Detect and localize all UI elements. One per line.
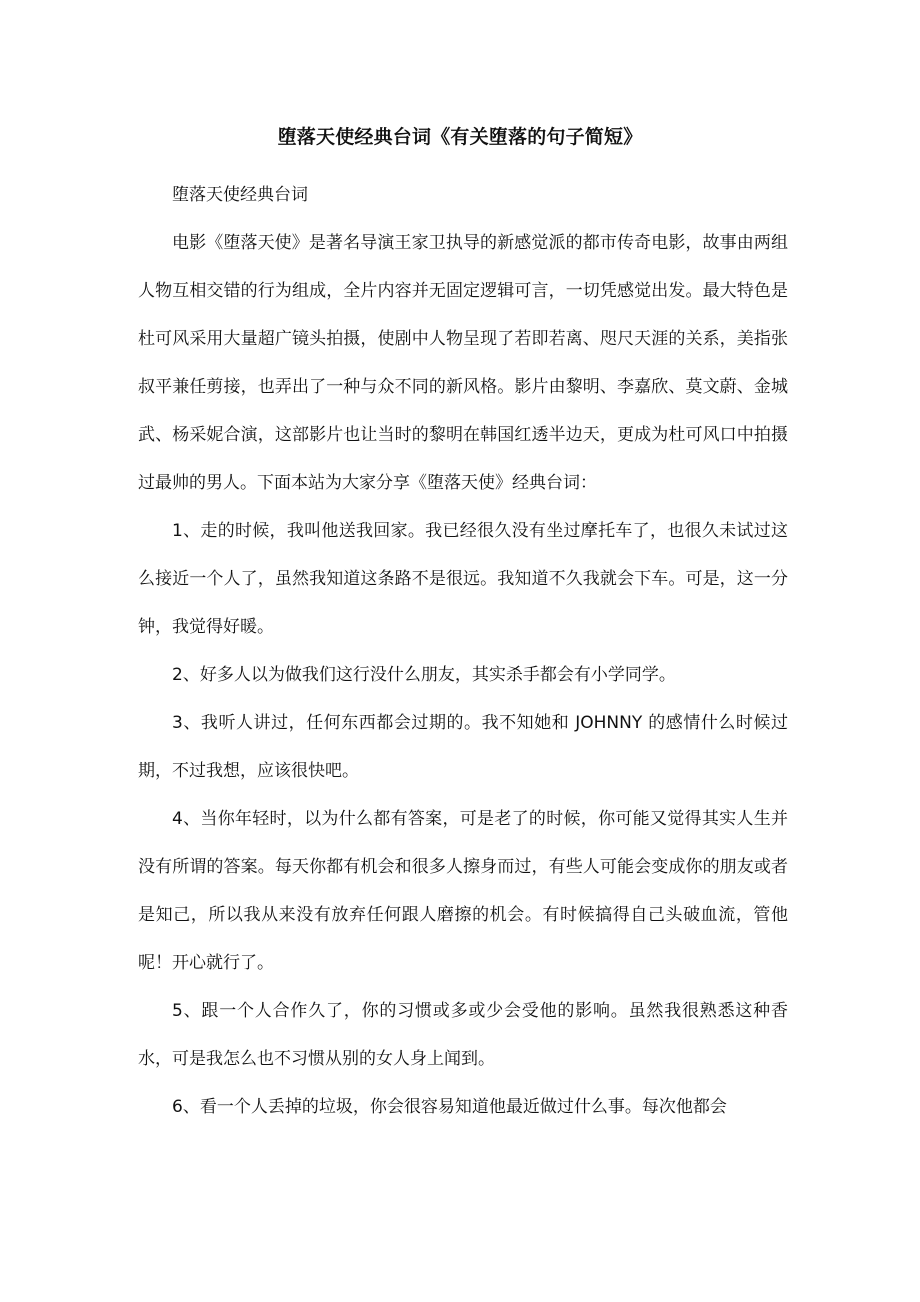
quote-paragraph-3: 3、我听人讲过，任何东西都会过期的。我不知她和 JOHNNY 的感情什么时候过期，不过我想，应该很快吧。	[138, 713, 788, 781]
quote-paragraph-6: 6、看一个人丢掉的垃圾，你会很容易知道他最近做过什么事。每次他都会	[172, 1097, 727, 1117]
document-body	[138, 171, 788, 1131]
quote-paragraph-2: 2、好多人以为做我们这行没什么朋友，其实杀手都会有小学同学。	[172, 665, 676, 685]
subheading-paragraph: 堕落天使经典台词	[172, 185, 308, 205]
quote-paragraph-5: 5、跟一个人合作久了，你的习惯或多或少会受他的影响。虽然我很熟悉这种香水，可是我怎么也不习惯从别的女人身上闻到。	[138, 1001, 788, 1069]
document-title: 堕落天使经典台词《有关堕落的句子简短》	[277, 126, 643, 148]
intro-paragraph: 电影《堕落天使》是著名导演王家卫执导的新感觉派的都市传奇电影，故事由两组人物互相交错的行为组成，全片内容并无固定逻辑可言，一切凭感觉出发。最大特色是杜可风采用大量超广镜头拍摄，使剧中人物呈现了若即若离、咫尺天涯的关系，美指张叔平兼任剪接，也弄出了一种与众不同的新风格。影片由黎明、李嘉欣、莫文蔚、金城武、杨采妮合演，这部影片也让当时的黎明在韩国红透半边天，更成为杜可风口中拍摄过最帅的男人。下面本站为大家分享《堕落天使》经典台词：	[138, 233, 788, 493]
quote-paragraph-1: 1、走的时候，我叫他送我回家。我已经很久没有坐过摩托车了，也很久未试过这么接近一个人了，虽然我知道这条路不是很远。我知道不久我就会下车。可是，这一分钟，我觉得好暖。	[138, 521, 788, 637]
quote-paragraph-4: 4、当你年轻时，以为什么都有答案，可是老了的时候，你可能又觉得其实人生并没有所谓的答案。每天你都有机会和很多人擦身而过，有些人可能会变成你的朋友或者是知己，所以我从来没有放弃任何跟人磨擦的机会。有时候搞得自己头破血流，管他呢！开心就行了。	[138, 809, 788, 973]
